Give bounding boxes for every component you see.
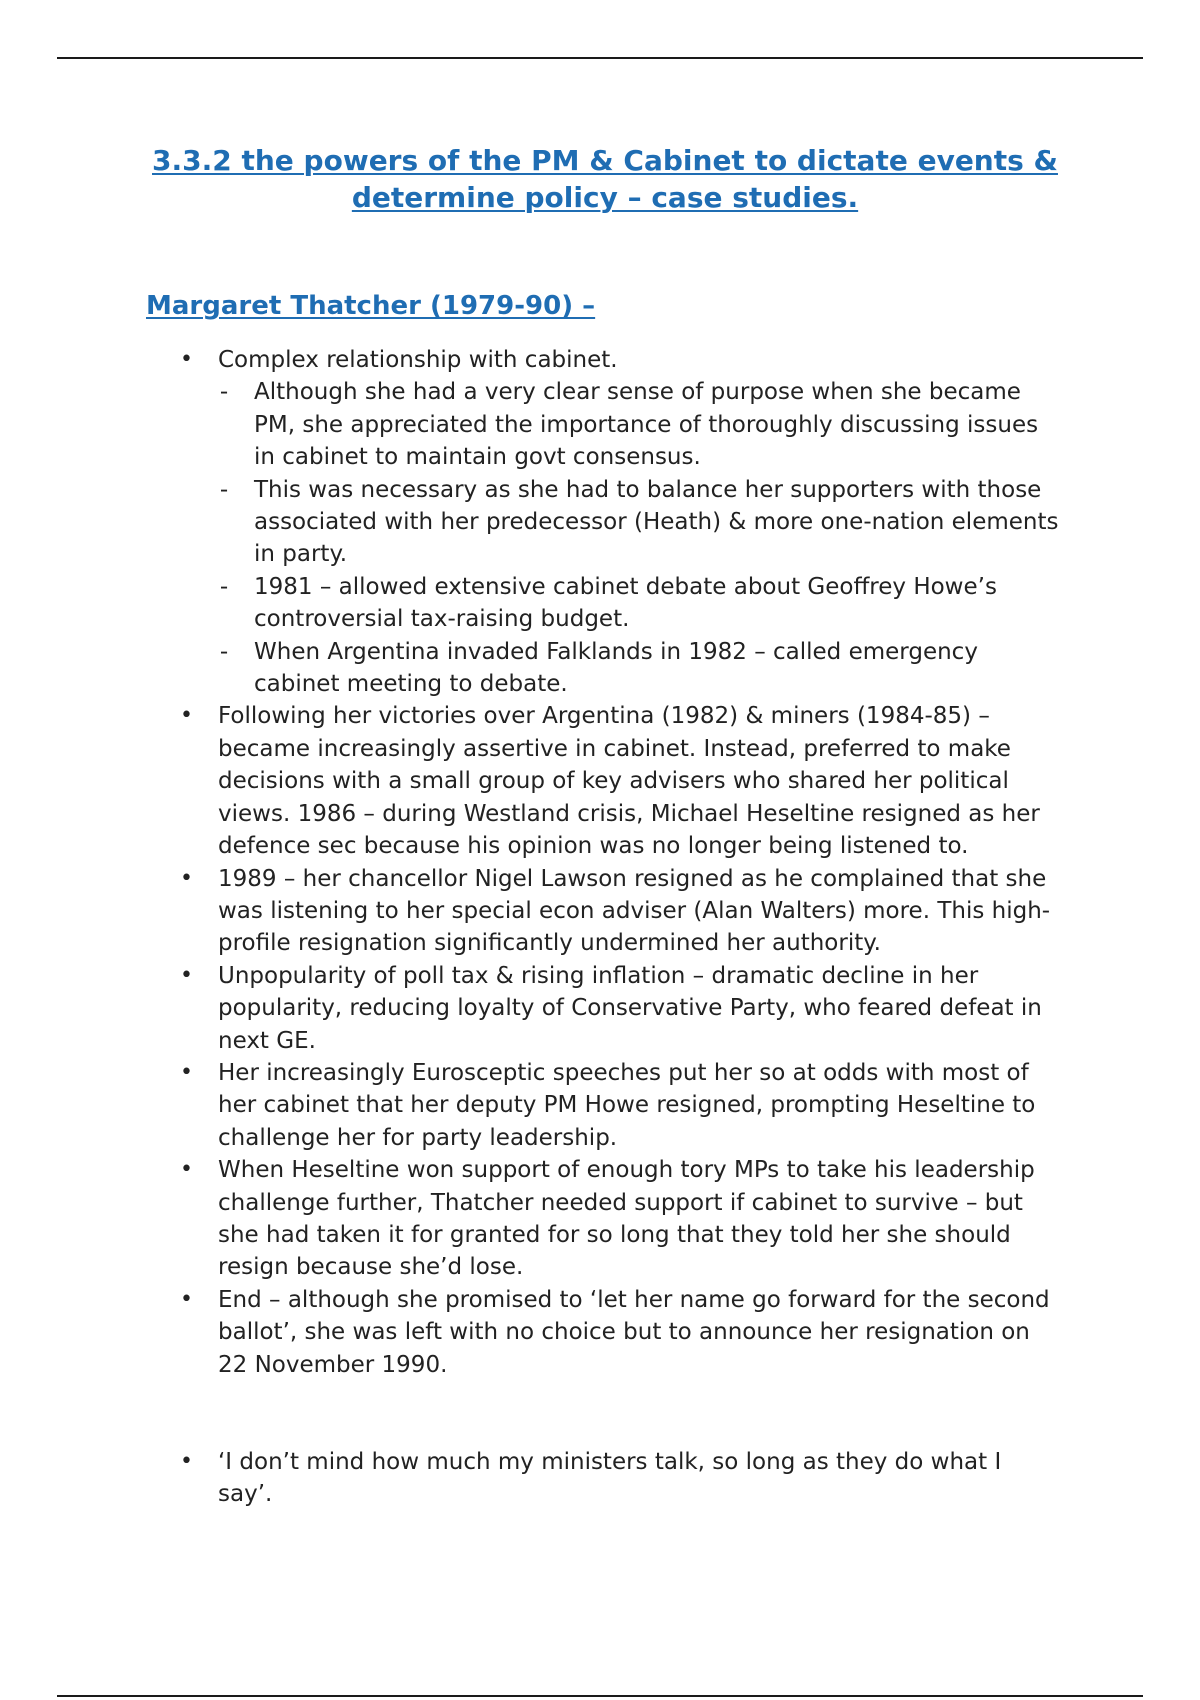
dash-icon: - [219,638,229,665]
quote-text: ‘I don’t mind how much my ministers talk, so long as they do what I say’. [218,1449,1002,1508]
sub-item [218,474,1060,571]
bullet-item [180,863,1060,960]
bullet-item [180,700,1060,862]
bullet-item [180,344,1060,700]
bullet-icon: • [180,865,193,891]
bullet-text: End – although she promised to ‘let her name go forward for the second ballot’, she was left with no choice but to announce her resignation on 22 November 1990. [218,1286,1050,1378]
bottom-rule [57,1695,1143,1697]
bullet-text: Complex relationship with cabinet. [218,347,618,373]
sub-list [218,376,1060,700]
bullet-icon: • [180,1286,193,1312]
sub-item-text: 1981 – allowed extensive cabinet debate about Geoffrey Howe’s controversial tax-raising budget. [254,573,997,633]
document-title: 3.3.2 the powers of the PM & Cabinet to dictate events & determine policy – case studies. [152,144,1058,214]
section-heading-thatcher: Margaret Thatcher (1979-90) – [146,291,596,321]
sub-item-text: When Argentina invaded Falklands in 1982 – called emergency cabinet meeting to debate. [254,638,978,698]
bullet-item [180,1154,1060,1284]
bullet-text: Following her victories over Argentina (1982) & miners (1984-85) – became increasingly assertive in cabinet. Instead, preferred to make decisions with a small group of key advisers who shared her political views. 1986 – during Westland crisis, Michael Heseltine resigned as her defence sec because his opinion was no longer being listened to. [218,703,1040,860]
bullet-icon: • [180,1449,193,1474]
bullet-icon: • [180,1059,193,1085]
bullet-item [180,1057,1060,1154]
top-rule [57,57,1143,59]
dash-icon: - [219,476,229,503]
bullet-icon: • [180,1157,193,1183]
document-body [180,344,1060,1511]
quote-bullet-item [180,1446,1060,1511]
bullet-text: 1989 – her chancellor Nigel Lawson resigned as he complained that she was listening to her special econ adviser (Alan Walters) more. This high-profile resignation significantly undermined her authority. [218,865,1051,957]
sub-item-text: Although she had a very clear sense of purpose when she became PM, she appreciated the importance of thoroughly discussing issues in cabinet to maintain govt consensus. [254,379,1039,471]
dash-icon: - [219,379,229,406]
bullet-list [180,344,1060,1511]
bullet-item [180,960,1060,1057]
bullet-icon: • [180,962,193,988]
bullet-icon: • [180,703,193,729]
bullet-icon: • [180,347,193,372]
sub-item [218,636,1060,701]
sub-item [218,376,1060,473]
dash-icon: - [219,573,229,600]
bullet-text: Her increasingly Eurosceptic speeches put her so at odds with most of her cabinet that her deputy PM Howe resigned, prompting Heseltine to challenge her for party leadership. [218,1059,1036,1151]
sub-item-text: This was necessary as she had to balance her supporters with those associated with her predecessor (Heath) & more one-nation elements in party. [254,476,1059,568]
bullet-text: When Heseltine won support of enough tory MPs to take his leadership challenge further, Thatcher needed support if cabinet to survive – but she had taken it for granted for so long that they told her she should resign because she’d lose. [218,1157,1035,1281]
sub-item [218,571,1060,636]
bullet-item [180,1284,1060,1381]
bullet-text: Unpopularity of poll tax & rising inflation – dramatic decline in her popularity, reducing loyalty of Conservative Party, who feared defeat in next GE. [218,962,1042,1054]
